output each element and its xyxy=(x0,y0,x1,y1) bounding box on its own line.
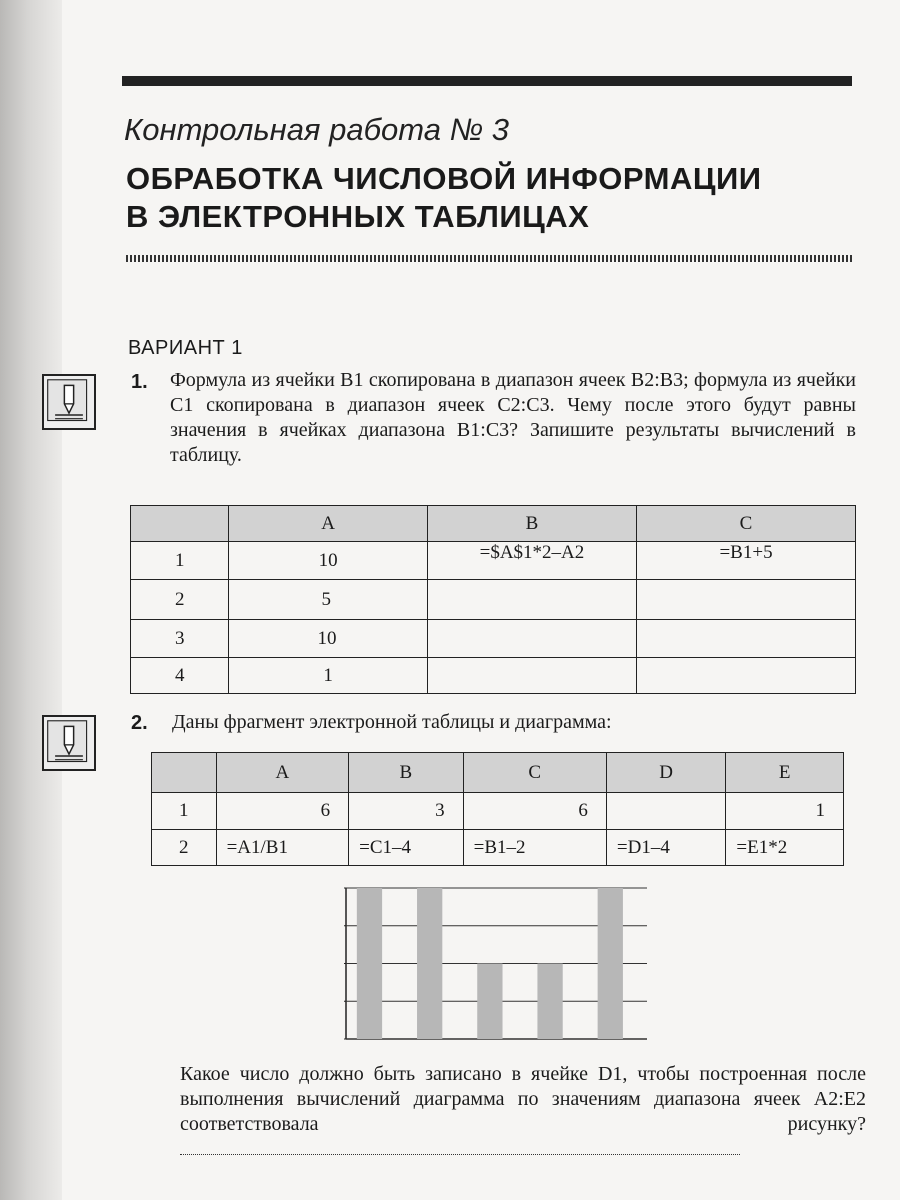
col-header-c: C xyxy=(463,753,606,793)
corner-cell xyxy=(152,753,217,793)
cell-c2: =B1–2 xyxy=(463,830,606,866)
row-header: 1 xyxy=(152,793,217,830)
task1-text: Формула из ячейки B1 скопирована в диапазон ячеек B2:B3; формула из ячейки C1 скопирована в диапазон ячеек C2:C3. Чему после этого будут равны значения в ячейках диапазона B1:C3? Запишите результаты вычислений в таблицу. xyxy=(170,369,856,466)
col-header-a: A xyxy=(216,753,349,793)
bar-b2 xyxy=(417,888,442,1039)
cell-c4 xyxy=(637,658,856,694)
cell-b4 xyxy=(427,658,636,694)
bar-a2 xyxy=(357,888,382,1039)
table-header-row xyxy=(152,753,844,793)
corner-cell xyxy=(131,506,229,542)
row-header: 2 xyxy=(131,580,229,620)
pencil-icon xyxy=(42,715,96,771)
task1-number: 1. xyxy=(131,371,148,393)
title-divider xyxy=(126,255,854,262)
task2-question-text: Какое число должно быть записано в ячейке D1, чтобы построенная после выполнения вычислений диаграмма по значениям диапазона ячеек A2:E2 соответствовала рисунку? xyxy=(180,1063,866,1135)
bar-chart xyxy=(344,884,649,1041)
col-header-b: B xyxy=(427,506,636,542)
cell-a3: 10 xyxy=(229,620,427,658)
col-header-e: E xyxy=(726,753,844,793)
row-header: 4 xyxy=(131,658,229,694)
header-rule xyxy=(122,76,852,86)
pencil-icon xyxy=(42,374,96,430)
task2-question xyxy=(180,1062,866,1162)
cell-a1: 10 xyxy=(229,542,427,580)
page-title xyxy=(126,160,762,236)
cell-a4: 1 xyxy=(229,658,427,694)
cell-a1: 6 xyxy=(216,793,349,830)
table-row xyxy=(131,580,856,620)
table-row xyxy=(131,658,856,694)
col-header-d: D xyxy=(606,753,725,793)
cell-e2: =E1*2 xyxy=(726,830,844,866)
cell-b2[interactable] xyxy=(427,580,636,620)
table-row xyxy=(131,620,856,658)
cell-b2: =C1–4 xyxy=(349,830,464,866)
bar-d2 xyxy=(537,964,562,1040)
cell-d2: =D1–4 xyxy=(606,830,725,866)
title-line-2: В ЭЛЕКТРОННЫХ ТАБЛИЦАХ xyxy=(126,199,590,234)
cell-a2: =A1/B1 xyxy=(216,830,349,866)
cell-a2: 5 xyxy=(229,580,427,620)
row-header: 1 xyxy=(131,542,229,580)
col-header-c: C xyxy=(637,506,856,542)
cell-c1: =B1+5 xyxy=(637,542,856,580)
task2-table xyxy=(151,752,844,866)
cell-b1: 3 xyxy=(349,793,464,830)
bar-e2 xyxy=(598,888,623,1039)
book-spine-shadow xyxy=(0,0,62,1200)
table-row xyxy=(152,793,844,830)
task2-text: Даны фрагмент электронной таблицы и диаграмма: xyxy=(172,711,612,733)
cell-d1[interactable] xyxy=(606,793,725,830)
task2-number: 2. xyxy=(131,712,148,734)
page-subtitle: Контрольная работа № 3 xyxy=(124,112,510,147)
title-line-1: ОБРАБОТКА ЧИСЛОВОЙ ИНФОРМАЦИИ xyxy=(126,161,762,196)
cell-c2[interactable] xyxy=(637,580,856,620)
row-header: 3 xyxy=(131,620,229,658)
cell-c1: 6 xyxy=(463,793,606,830)
cell-b3[interactable] xyxy=(427,620,636,658)
bar-c2 xyxy=(477,964,502,1040)
cell-e1: 1 xyxy=(726,793,844,830)
cell-b1: =$A$1*2–A2 xyxy=(427,542,636,580)
table-header-row xyxy=(131,506,856,542)
answer-blank[interactable] xyxy=(180,1140,740,1155)
table-row xyxy=(152,830,844,866)
cell-c3[interactable] xyxy=(637,620,856,658)
variant-label: ВАРИАНТ 1 xyxy=(128,337,243,359)
row-header: 2 xyxy=(152,830,217,866)
table-row xyxy=(131,542,856,580)
col-header-b: B xyxy=(349,753,464,793)
task1-table xyxy=(130,505,856,694)
col-header-a: A xyxy=(229,506,427,542)
